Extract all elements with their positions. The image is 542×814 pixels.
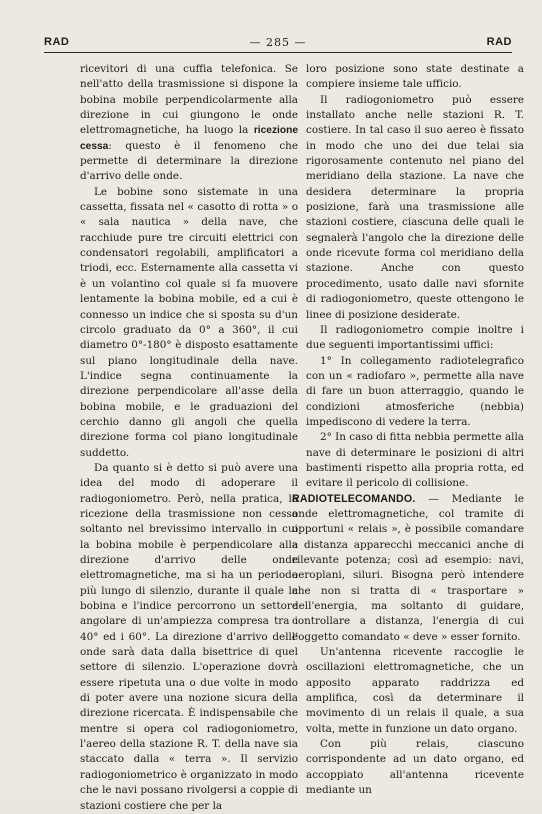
emphasis-text: ricezione cessa — [80, 125, 298, 152]
numbered-paragraph: 1° In collegamento radiotelegrafico con un « radiofaro », permette alla nave di fare un buon atterraggio, quando le condizioni atmosferiche (nebbia) impediscono di vedere la terra. — [306, 354, 524, 428]
left-column — [80, 62, 298, 814]
numbered-paragraph: 2° In caso di fitta nebbia permette alla nave di determinare le posizioni di altri bastimenti rispetto alla propria rotta, ed evitare il pericolo di collisione. — [306, 431, 524, 490]
page-number: — 285 — — [249, 36, 307, 49]
text-span: : questo è il fenomeno che permette di determinare la direzione d'arrivo delle onde. — [80, 139, 298, 183]
paragraph: Con più relais, ciascuno corrispondente ad un dato organo, ed accoppiato all'antenna ricevente mediante un — [306, 738, 524, 797]
paragraph: Un'antenna ricevente raccoglie le oscillazioni elettromagnetiche, che un apposito apparato raddrizza ed amplifica, così da determinare il movimento di un relais il quale, a sua volta, mette in funzione un dato organo. — [306, 646, 524, 735]
text-span: — Mediante le onde elettromagnetiche, col tramite di opportuni « relais », è possibile comandare a distanza apparecchi meccanici anche di rilevante potenza; così ad esempio: navi, aeroplani, siluri. Bisogna però intendere che non si tratta di « trasportare » dell'energia, ma soltanto di guidare, controllare a distanza, l'energia di cui l'oggetto comandato « deve » esser fornito. — [292, 492, 524, 643]
paragraph — [80, 62, 298, 185]
paragraph: Le bobine sono sistemate in una cassetta, fissata nel « casotto di rotta » o « sala nautica » della nave, che racchiude pure tre circuiti elettrici con condensatori regolabili, amplificatori a triodi, ecc. Esternamente alla cassetta vi è un volantino col quale si fa muovere lentamente la bobina mobile, ed a cui è connesso un indice che si sposta su d'un circolo graduato da 0° a 360°, il cui diametro 0°-180° è disposto esattamente sul piano longitudinale della nave. L'indice segna continuamente la direzione perpendicolare all'asse della bobina mobile, e le graduazioni del cerchio danno gli angoli che quella direzione forma col piano longitudinale suddetto. — [80, 185, 298, 459]
header-rule — [44, 52, 512, 53]
section-entry — [292, 492, 524, 645]
page-header — [44, 36, 512, 50]
section-heading: RADIOTELECOMANDO. — [292, 492, 416, 505]
right-column — [292, 62, 524, 799]
header-right-keyword: RAD — [486, 36, 512, 48]
paragraph: Da quanto si è detto si può avere una idea del modo di adoperare il radiogoniometro. Però, nella pratica, la ricezione della trasmissione non cessa soltanto nel brevissimo intervallo in cui la bobina mobile è perpendicolare alla direzione d'arrivo delle onde elettromagnetiche, ma si ha un periodo più lungo di silenzio, durante il quale la bobina e l'indice percorrono un settore angolare di un'ampiezza compresa tra i 40° ed i 60°. La direzione d'arrivo delle onde sarà data dalla bisettrice di quel settore di silenzio. L'operazione dovrà essere ripetuta una o due volte in modo di poter avere una nozione sicura della direzione ricercata. È indispensabile che mentre si opera col radiogoniometro, l'aereo della stazione R. T. della nave sia staccato dalla « terra ». Il servizio radiogoniometrico è organizzato in modo che le navi possano rivolgersi a coppie di stazioni costiere che per la — [80, 461, 298, 812]
paragraph: Il radiogoniometro compie inoltre i due seguenti importantissimi uffici: — [306, 323, 524, 352]
header-left-keyword: RAD — [44, 36, 70, 48]
text-span: ricevitori di una cuffia telefonica. Se nell'atto della trasmissione si dispone la bobina mobile perpendicolarmente alla direzione in cui giungono le onde elettromagnetiche, ha luogo la — [80, 63, 298, 137]
paragraph: Il radiogoniometro può essere installato anche nelle stazioni R. T. costiere. In tal caso il suo aereo è fissato in modo che uno dei due telai sia rigorosamente contenuto nel piano del meridiano della stazione. La nave che desidera determinare la propria posizione, farà una trasmissione alle stazioni costiere, ciascuna delle quali le segnalerà l'angolo che la direzione delle onde ricevute forma col meridiano della stazione. Anche con questo procedimento, usato dalle navi sfornite di radiogoniometro, queste ottengono le linee di posizione desiderate. — [306, 93, 524, 321]
paragraph: loro posizione sono state destinate a compiere insieme tale ufficio. — [306, 63, 524, 91]
